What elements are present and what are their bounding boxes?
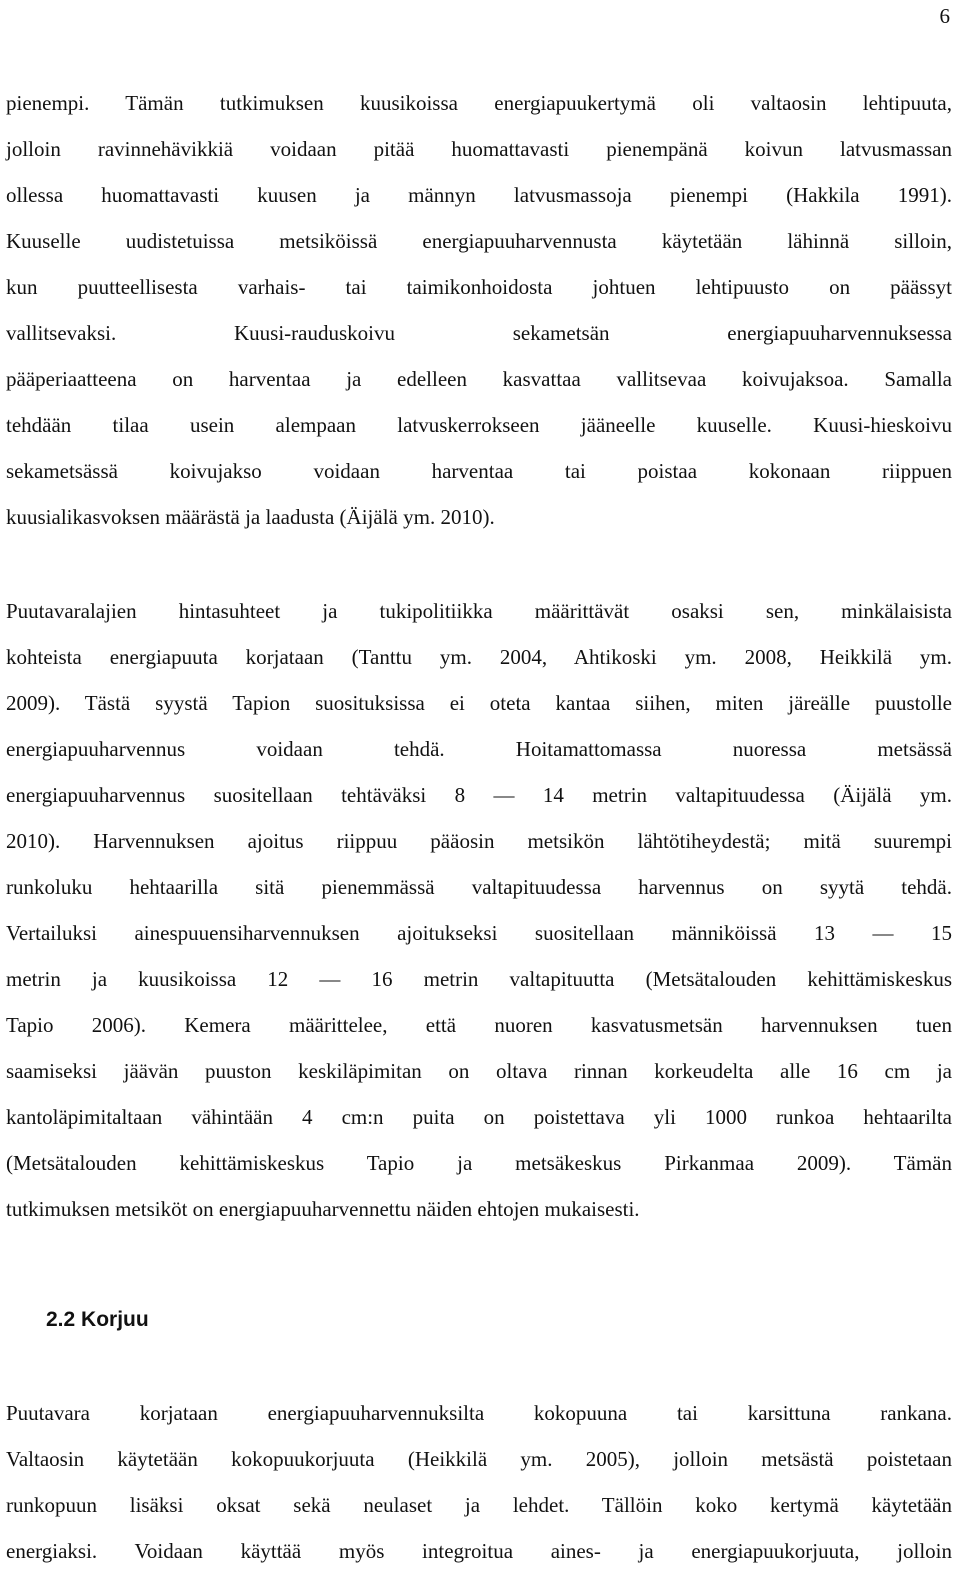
text-line: pääperiaatteena on harventaa ja edelleen kasvattaa vallitsevaa koivujaksoa. Samalla bbox=[6, 367, 952, 391]
text-line: kantoläpimitaltaan vähintään 4 cm:n puita on poistettava yli 1000 runkoa hehtaarilta bbox=[6, 1105, 952, 1129]
text-line: energiapuuharvennus suositellaan tehtäväksi 8 — 14 metrin valtapituudessa (Äijälä ym. bbox=[6, 783, 952, 807]
text-line: ollessa huomattavasti kuusen ja männyn latvusmassoja pienempi (Hakkila 1991). bbox=[6, 183, 952, 207]
text-line: Puutavara korjataan energiapuuharvennuksilta kokopuuna tai karsittuna rankana. bbox=[6, 1401, 952, 1425]
text-line: jolloin ravinnehävikkiä voidaan pitää huomattavasti pienempänä koivun latvusmassan bbox=[6, 137, 952, 161]
text-line: 2010). Harvennuksen ajoitus riippuu pääosin metsikön lähtötiheydestä; mitä suurempi bbox=[6, 829, 952, 853]
text-line: (Metsätalouden kehittämiskeskus Tapio ja metsäkeskus Pirkanmaa 2009). Tämän bbox=[6, 1151, 952, 1175]
section-heading: 2.2 Korjuu bbox=[46, 1308, 149, 1331]
text-line: tutkimuksen metsiköt on energiapuuharvennettu näiden ehtojen mukaisesti. bbox=[6, 1197, 640, 1221]
text-line: Kuuselle uudistetuissa metsiköissä energiapuuharvennusta käytetään lähinnä silloin, bbox=[6, 229, 952, 253]
text-line: Vertailuksi ainespuuensiharvennuksen ajoitukseksi suositellaan männiköissä 13 — 15 bbox=[6, 921, 952, 945]
text-line: Tapio 2006). Kemera määrittelee, että nuoren kasvatusmetsän harvennuksen tuen bbox=[6, 1013, 952, 1037]
text-line: kun puutteellisesta varhais- tai taimikonhoidosta johtuen lehtipuusto on päässyt bbox=[6, 275, 952, 299]
paragraph-energy-wood-accumulation bbox=[6, 80, 952, 540]
text-line: saamiseksi jäävän puuston keskiläpimitan on oltava rinnan korkeudelta alle 16 cm ja bbox=[6, 1059, 952, 1083]
text-line: sekametsässä koivujakso voidaan harventaa tai poistaa kokonaan riippuen bbox=[6, 459, 952, 483]
text-line: tehdään tilaa usein alempaan latvuskerrokseen jääneelle kuuselle. Kuusi-hieskoivu bbox=[6, 413, 952, 437]
text-line: metrin ja kuusikoissa 12 — 16 metrin valtapituutta (Metsätalouden kehittämiskeskus bbox=[6, 967, 952, 991]
text-line: pienempi. Tämän tutkimuksen kuusikoissa energiapuukertymä oli valtaosin lehtipuuta, bbox=[6, 91, 952, 115]
text-line: kuusialikasvoksen määrästä ja laadusta (Äijälä ym. 2010). bbox=[6, 505, 495, 529]
text-line: Puutavaralajien hintasuhteet ja tukipolitiikka määrittävät osaksi sen, minkälaisista bbox=[6, 599, 952, 623]
paragraph-timber-price-relations bbox=[6, 588, 952, 1232]
text-line: 2009). Tästä syystä Tapion suosituksissa ei oteta kantaa siihen, miten järeälle puustolle bbox=[6, 691, 952, 715]
text-line: Valtaosin käytetään kokopuukorjuuta (Heikkilä ym. 2005), jolloin metsästä poistetaan bbox=[6, 1447, 952, 1471]
page-number: 6 bbox=[939, 4, 950, 28]
text-line: runkopuun lisäksi oksat sekä neulaset ja lehdet. Tällöin koko kertymä käytetään bbox=[6, 1493, 952, 1517]
text-line: energiapuuharvennus voidaan tehdä. Hoitamattomassa nuoressa metsässä bbox=[6, 737, 952, 761]
text-line: energiaksi. Voidaan käyttää myös integroitua aines- ja energiapuukorjuuta, jolloin bbox=[6, 1539, 952, 1563]
paragraph-harvesting bbox=[6, 1390, 952, 1574]
text-line: vallitsevaksi. Kuusi-rauduskoivu sekametsän energiapuuharvennuksessa bbox=[6, 321, 952, 345]
text-line: runkoluku hehtaarilla sitä pienemmässä valtapituudessa harvennus on syytä tehdä. bbox=[6, 875, 952, 899]
text-line: kohteista energiapuuta korjataan (Tanttu ym. 2004, Ahtikoski ym. 2008, Heikkilä ym. bbox=[6, 645, 952, 669]
